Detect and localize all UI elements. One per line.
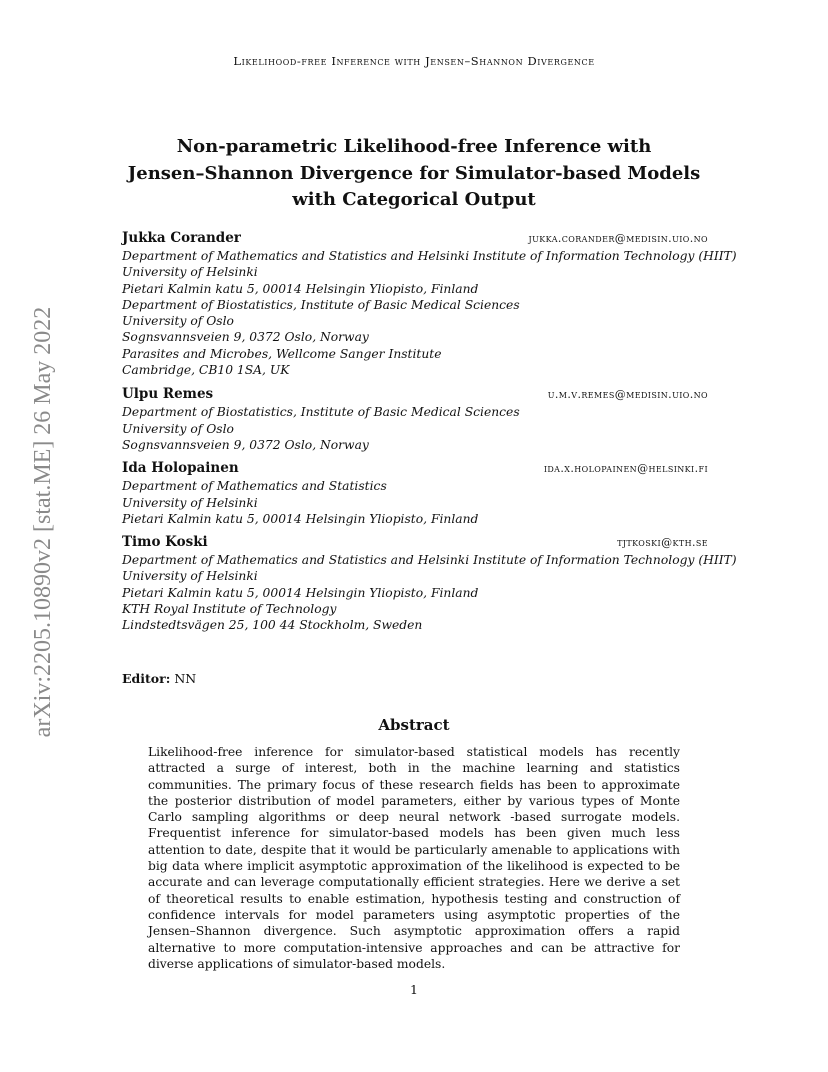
editor-label: Editor: [122,671,171,686]
author-email[interactable]: ida.x.holopainen@helsinki.fi [543,462,708,476]
page-number: 1 [410,982,418,997]
author-list [122,228,737,634]
affiliation-line: KTH Royal Institute of Technology [122,602,337,617]
running-head: Likelihood-free Inference with Jensen–Shannon Divergence [233,54,595,68]
affiliation-line: Pietari Kalmin katu 5, 00014 Helsingin Yliopisto, Finland [122,511,479,526]
author-name: Ulpu Remes [122,386,214,403]
author-email[interactable]: u.m.v.remes@medisin.uio.no [547,388,708,402]
affiliation-line: Department of Biostatistics, Institute of Basic Medical Sciences [122,405,520,420]
affiliation-line: University of Oslo [122,314,234,329]
affiliation-line: University of Oslo [122,421,234,436]
affiliation-line: Parasites and Microbes, Wellcome Sanger Institute [122,346,442,361]
author-name: Jukka Corander [122,230,241,246]
editor-value: NN [174,671,197,686]
affiliation-line: Sognsvannsveien 9, 0372 Oslo, Norway [122,437,369,452]
affiliation-line: Pietari Kalmin katu 5, 00014 Helsingin Yliopisto, Finland [122,281,479,296]
affiliation-line: Cambridge, CB10 1SA, UK [122,363,290,378]
author-name: Timo Koski [122,534,208,551]
affiliation-line: Pietari Kalmin katu 5, 00014 Helsingin Yliopisto, Finland [122,585,479,600]
affiliation-line: Department of Mathematics and Statistics [122,479,387,494]
title-line: Non-parametric Likelihood-free Inference with [176,136,652,157]
author-block [122,228,737,378]
affiliation-line: Sognsvannsveien 9, 0372 Oslo, Norway [122,330,369,345]
abstract-body: Likelihood-free inference for simulator-based statistical models has recently attracted a surge of interest, both in the machine learning and statistics communities. The primary focus of these research fields has been to approximate the posterior distribution of model parameters, either by various types of Monte Carlo sampling algorithms or deep neural network -based surrogate models. Frequentist inference for simulator-based models has been given much less attention to date, despite that it would be particularly amenable to applications with big data where implicit asymptotic approximation of the likelihood is expected to be accurate and can leverage computationally efficient strategies. Here we derive a set of theoretical results to enable estimation, hypothesis testing and construction of confidence intervals for model parameters using asymptotic properties of the Jensen–Shannon divergence. Such asymptotic approximation offers a rapid alternative to more computation-intensive approaches and can be attractive for diverse applications of simulator-based models. [148,745,680,971]
paper-title [0,134,828,214]
author-email[interactable]: tjtkoski@kth.se [617,536,708,550]
affiliation-line: Department of Mathematics and Statistics and Helsinki Institute of Information Technology (HIIT) [122,553,737,568]
affiliation-line: University of Helsinki [122,265,258,280]
affiliation-line: Department of Biostatistics, Institute of Basic Medical Sciences [122,297,520,312]
author-name: Ida Holopainen [122,460,239,477]
affiliation-line: University of Helsinki [122,495,258,510]
affiliation-line: University of Helsinki [122,569,258,584]
author-block [122,384,708,453]
affiliation-line: Lindstedtsvägen 25, 100 44 Stockholm, Sweden [122,618,423,633]
title-line: with Categorical Output [292,189,536,210]
title-line: Jensen–Shannon Divergence for Simulator-based Models [127,162,701,184]
author-block [122,458,708,527]
author-email[interactable]: jukka.corander@medisin.uio.no [528,232,708,245]
abstract-heading: Abstract [378,716,450,734]
author-block [122,532,737,633]
affiliation-line: Department of Mathematics and Statistics and Helsinki Institute of Information Technology (HIIT) [122,249,737,263]
editor-line [122,671,196,686]
arxiv-identifier-stamp: arXiv:2205.10890v2 [stat.ME] 26 May 2022 [30,306,56,738]
